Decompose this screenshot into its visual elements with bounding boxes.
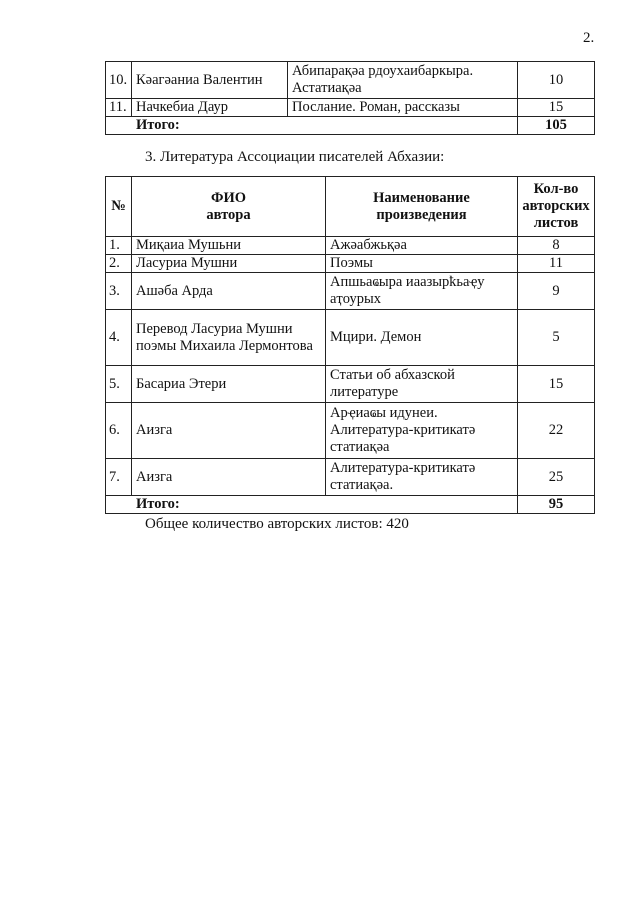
author-cell: Ласуриа Мушни xyxy=(132,255,326,273)
table-row xyxy=(106,366,595,403)
sheets-cell: 15 xyxy=(518,366,595,403)
table-row xyxy=(106,99,595,117)
header-sheets-line3: листов xyxy=(533,215,579,231)
sheets-cell: 15 xyxy=(518,99,595,117)
table-row xyxy=(106,310,595,366)
work-cell: Арҿиаҩы идунеи. Алитература-критикатә статиақәа xyxy=(326,403,518,459)
author-cell: Аизга xyxy=(132,403,326,459)
row-number: 2. xyxy=(106,255,132,273)
table-row xyxy=(106,273,595,310)
work-cell: Поэмы xyxy=(326,255,518,273)
author-cell: Басариа Этери xyxy=(132,366,326,403)
row-number: 10. xyxy=(106,62,132,99)
sheets-cell: 25 xyxy=(518,459,595,496)
row-number: 6. xyxy=(106,403,132,459)
author-cell: Начкебиа Даур xyxy=(132,99,288,117)
row-number: 4. xyxy=(106,310,132,366)
work-cell: Апшьаҩыра иаазырҟьаҿу аҭоурых xyxy=(326,273,518,310)
header-sheets-line1: Кол-во xyxy=(533,181,579,197)
total-label: Итого: xyxy=(106,496,518,514)
author-cell: Миқаиа Мушьни xyxy=(132,237,326,255)
summary-total: Общее количество авторских листов: 420 xyxy=(145,516,409,532)
header-number: № xyxy=(106,177,132,237)
sheets-cell: 10 xyxy=(518,62,595,99)
page-number: 2. xyxy=(583,30,595,46)
row-number: 7. xyxy=(106,459,132,496)
table-row xyxy=(106,403,595,459)
work-cell: Ажәабжьқәа xyxy=(326,237,518,255)
row-number: 5. xyxy=(106,366,132,403)
table-row xyxy=(106,255,595,273)
header-work-line2: произведения xyxy=(376,206,467,223)
sheets-cell: 22 xyxy=(518,403,595,459)
header-row xyxy=(106,177,595,237)
total-row xyxy=(106,117,595,135)
author-cell: Перевод Ласуриа Мушни поэмы Михаила Лермонтова xyxy=(132,310,326,366)
author-cell: Ашәба Арда xyxy=(132,273,326,310)
section-title: 3. Литература Ассоциации писателей Абхазии: xyxy=(145,149,445,165)
table-row xyxy=(106,459,595,496)
header-work xyxy=(326,177,518,237)
sheets-cell: 8 xyxy=(518,237,595,255)
total-value: 95 xyxy=(518,496,595,514)
header-author-line1: ФИО xyxy=(210,189,246,206)
total-row xyxy=(106,496,595,514)
header-work-line1: Наименование xyxy=(373,189,470,206)
sheets-cell: 5 xyxy=(518,310,595,366)
work-cell: Абипарақәа рдоухаибаркыра. Астатиақәа xyxy=(288,62,518,99)
header-sheets xyxy=(518,177,595,237)
sheets-cell: 9 xyxy=(518,273,595,310)
works-table-continued xyxy=(105,61,595,135)
work-cell: Статьи об абхазской литературе xyxy=(326,366,518,403)
row-number: 11. xyxy=(106,99,132,117)
author-cell: Аизга xyxy=(132,459,326,496)
work-cell: Послание. Роман, рассказы xyxy=(288,99,518,117)
work-cell: Алитература-критикатә статиақәа. xyxy=(326,459,518,496)
header-author xyxy=(132,177,326,237)
total-value: 105 xyxy=(518,117,595,135)
header-author-line2: автора xyxy=(206,206,251,223)
table-row xyxy=(106,237,595,255)
author-cell: Кәагәаниа Валентин xyxy=(132,62,288,99)
works-table xyxy=(105,176,595,514)
work-cell: Мцири. Демон xyxy=(326,310,518,366)
total-label: Итого: xyxy=(106,117,518,135)
row-number: 3. xyxy=(106,273,132,310)
row-number: 1. xyxy=(106,237,132,255)
header-sheets-line2: авторских xyxy=(522,198,590,214)
table-row xyxy=(106,62,595,99)
sheets-cell: 11 xyxy=(518,255,595,273)
